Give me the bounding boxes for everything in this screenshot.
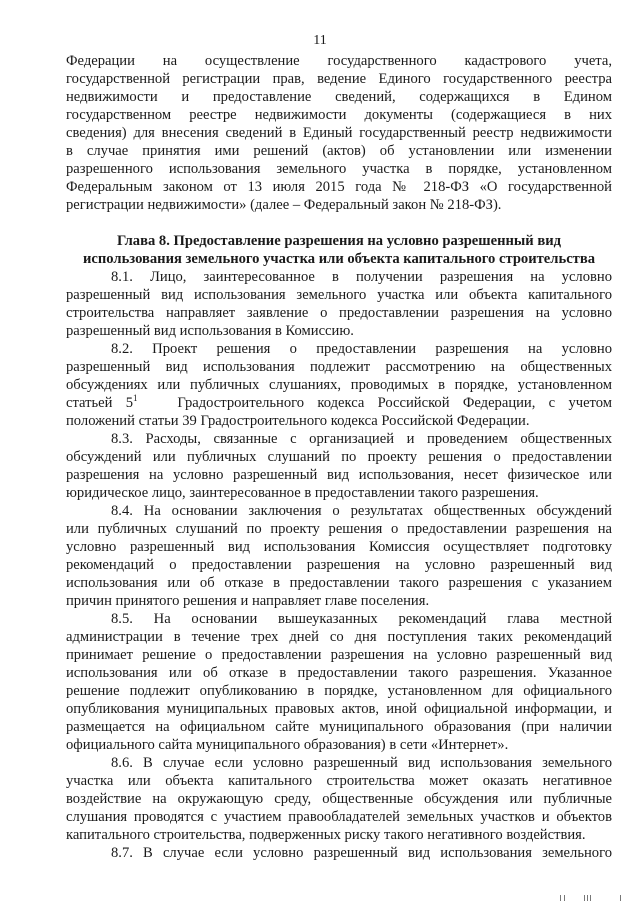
text-line: решение подлежит опубликованию в порядке, установленном для официального — [66, 683, 612, 699]
text-line: капитального строительства, подверженных риску такого негативного воздействия. — [66, 827, 586, 843]
text-line: 8.3. Расходы, связанные с организацией и проведением общественных — [111, 431, 612, 447]
text-line: слушания проводятся с участием правообладателей земельных участков и объектов — [66, 809, 612, 825]
text-line: государственном реестре недвижимости документы (содержащиеся в них — [66, 107, 612, 123]
text-line: юридическое лицо, заинтересованное в предоставлении такого разрешения. — [66, 485, 539, 501]
text-line — [66, 394, 612, 412]
text-line: регистрации недвижимости» (далее – Федеральный закон № 218-ФЗ). — [66, 197, 502, 213]
text-line: государственной регистрации прав, ведение Единого государственного реестра — [66, 71, 612, 87]
paragraph-8-5 — [66, 610, 612, 754]
text-line: воздействие на окружающую среду, общественные обсуждения или публичные — [66, 791, 612, 807]
intro-paragraph — [66, 52, 612, 214]
text-line: строительства направляет заявление о предоставлении разрешения на условно — [66, 305, 612, 321]
text-line: разрешенный вид использования в Комиссию. — [66, 323, 354, 339]
text-line: разрешенный вид использования земельного участка или объекта капитального — [66, 287, 612, 303]
text-line: разрешенного использования земельного участка в порядке, установленном — [66, 161, 612, 177]
text-line: использования или об отказе в предоставлении такого разрешения с указанием — [66, 575, 612, 591]
paragraph-8-4 — [66, 502, 612, 610]
text-line: официального сайта муниципального образования) в сети «Интернет». — [66, 737, 509, 753]
paragraph-8-3 — [66, 430, 612, 502]
text-line: условно разрешенный вид использования Комиссия осуществляет подготовку — [66, 539, 612, 555]
text-line: положений статьи 39 Градостроительного кодекса Российской Федерации. — [66, 413, 530, 429]
text-line: 8.6. В случае если условно разрешенный вид использования земельного — [111, 755, 612, 771]
text-line: принимает решение о предоставлении разрешения на условно разрешенный вид — [66, 647, 612, 663]
page-number: 11 — [313, 33, 327, 48]
text-line: размещается на официальном сайте муниципального образования (при наличии — [66, 719, 612, 735]
text-line: опубликования муниципальных правовых актов, иной официальной информации, и — [66, 701, 612, 717]
text-line-rest: Градостроительного кодекса Российской Федерации, с учетом — [177, 395, 613, 411]
heading-line: использования земельного участка или объекта капитального строительства — [82, 251, 596, 267]
text-line: разрешения на условно разрешенный вид использования, несет физическое или — [66, 467, 612, 483]
text-line: обсуждениях или публичных слушаниях, проводимых в порядке, установленном — [66, 377, 612, 393]
paragraph-8-2 — [66, 340, 612, 430]
text-line: сведения) для внесения сведений в Единый государственный реестр недвижимости — [66, 125, 612, 141]
chapter-heading — [66, 232, 612, 268]
scan-artifact-icon — [558, 893, 628, 903]
text-line: администрации в течение трех дней со дня поступления таких рекомендаций — [66, 629, 612, 645]
text-line: или публичных слушаний по проекту решения о предоставлении разрешения на — [66, 521, 612, 537]
heading-line: Глава 8. Предоставление разрешения на условно разрешенный вид — [116, 233, 562, 249]
scan-margin-marks — [558, 893, 628, 906]
text-line: 8.1. Лицо, заинтересованное в получении разрешения на условно — [111, 269, 612, 285]
paragraph-8-7 — [66, 844, 612, 862]
text-line: использования или об отказе в предоставлении такого разрешения. Указанное — [66, 665, 612, 681]
text-line: Федерации на осуществление государственного кадастрового учета, — [66, 53, 612, 69]
text-line: разрешенный вид использования подлежит рассмотрению на общественных — [66, 359, 612, 375]
text-line: недвижимости и предоставление сведений, содержащихся в Едином — [66, 89, 612, 105]
text-line: 8.5. На основании вышеуказанных рекомендаций глава местной — [111, 611, 612, 627]
text-line: рекомендаций о предоставлении разрешения на условно разрешенный вид — [66, 557, 612, 573]
text-line: 8.7. В случае если условно разрешенный вид использования земельного — [111, 845, 612, 861]
text-line: причин принятого решения и направляет главе поселения. — [66, 593, 430, 609]
text-line: участка или объекта капитального строительства может оказать негативное — [66, 773, 612, 789]
spacer — [66, 214, 612, 232]
text-line: 8.2. Проект решения о предоставлении разрешения на условно — [111, 341, 612, 357]
text-line: обсуждений или публичных слушаний по проекту решения о предоставлении — [66, 449, 612, 465]
article-superscript: 1 — [133, 393, 138, 404]
paragraph-8-6 — [66, 754, 612, 844]
text-line: Федеральным законом от 13 июля 2015 года № 218-ФЗ «О государственной — [66, 179, 612, 195]
article-ref: статьей 5 — [66, 395, 134, 411]
text-line: в случае принятия ими решений (актов) об установлении или изменении — [66, 143, 612, 159]
document-body — [66, 52, 612, 862]
paragraph-8-1 — [66, 268, 612, 340]
text-line: 8.4. На основании заключения о результатах общественных обсуждений — [111, 503, 612, 519]
